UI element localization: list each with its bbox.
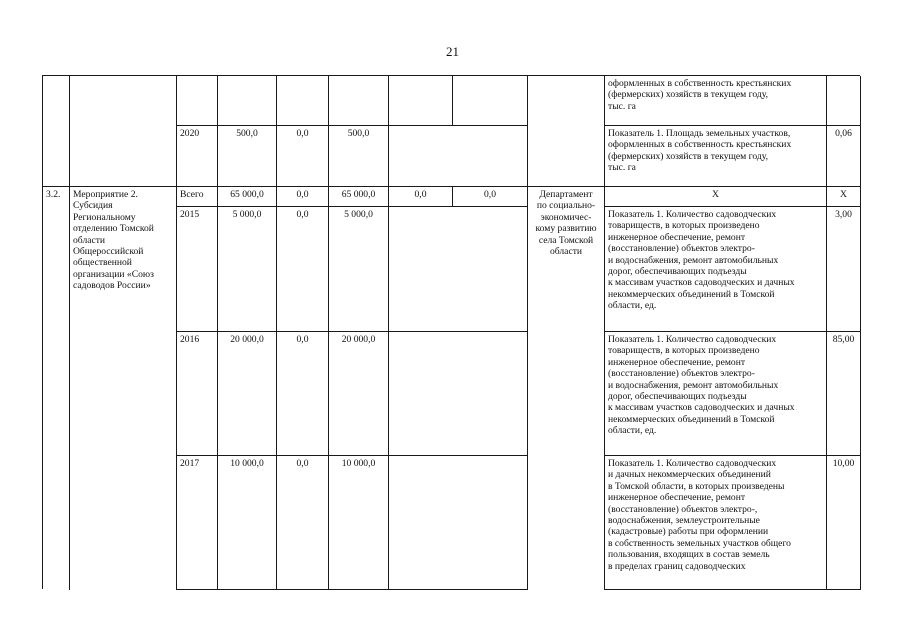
event-name-line: организации «Союз	[73, 268, 154, 280]
cell-indicator-2020	[605, 126, 827, 187]
page-number: 21	[446, 44, 459, 59]
cell-col2-2016: 0,0	[277, 332, 329, 456]
cell-col3-top	[329, 76, 389, 126]
indicator-line: и дачных некоммерческих объединений	[608, 469, 771, 481]
cell-year-2016: 2016	[177, 332, 218, 456]
cell-indicator-top	[605, 76, 827, 126]
event-name-line: отделению Томской	[73, 223, 154, 235]
cell-responsible	[528, 187, 605, 590]
indicator-line: в собственность земельных участков общего	[608, 537, 791, 549]
indicator-line: Показатель 1. Количество садоводческих	[608, 209, 777, 220]
cell-col3-2020: 500,0	[329, 126, 389, 187]
cell-value-2016: 85,00	[827, 332, 861, 456]
indicator-line: области, ед.	[608, 425, 657, 437]
indicator-line: Показатель 1. Площадь земельных участков,	[608, 128, 791, 139]
cell-col5-total: 0,0	[453, 187, 528, 207]
cell-value-total: Х	[827, 187, 861, 207]
indicator-line: инженерное обеспечение, ремонт	[608, 231, 746, 243]
indicator-line: (фермерских) хозяйств в текущем году,	[608, 150, 768, 162]
indicator-line: (фермерских) хозяйств в текущем году,	[608, 89, 768, 101]
cell-empty-2020	[389, 126, 528, 187]
cell-total-2016: 20 000,0	[218, 332, 277, 456]
responsible-line: области	[549, 246, 583, 258]
cell-col3-total: 65 000,0	[329, 187, 389, 207]
event-name-line: Региональному	[73, 211, 136, 223]
indicator-line: и водоснабжения, ремонт автомобильных	[608, 254, 779, 266]
indicator-line: (кадастровые) работы при оформлении	[608, 526, 769, 538]
indicator-line: инженерное обеспечение, ремонт	[608, 356, 746, 368]
event-name-line: Субсидия	[73, 200, 113, 212]
responsible-line: кому развитию	[535, 223, 597, 235]
indicator-line: дорог, обеспечивающих подъезды	[608, 391, 747, 403]
cell-indicator-2015	[605, 207, 827, 332]
cell-total-top	[218, 76, 277, 126]
responsible-line: по социально-	[536, 200, 596, 212]
indicator-line: к массивам участков садоводческих и дачных	[608, 402, 795, 414]
indicator-line: товариществ, в которых произведено	[608, 220, 760, 232]
indicator-line: в Томской области, в которых произведены	[608, 480, 785, 492]
cell-total-2017: 10 000,0	[218, 456, 277, 590]
indicator-line: и водоснабжения, ремонт автомобильных	[608, 379, 779, 391]
indicator-line: в пределах границ садоводческих	[608, 560, 746, 572]
indicator-line: некоммерческих объединений в Томской	[608, 413, 775, 425]
event-name-line: Общероссийской	[73, 246, 144, 258]
indicator-line: (восстановление) объектов электро-,	[608, 503, 758, 515]
cell-total-total: 65 000,0	[218, 187, 277, 207]
cell-col5-top	[453, 76, 528, 126]
cell-value-2020: 0,06	[827, 126, 861, 187]
cell-col2-2015: 0,0	[277, 207, 329, 332]
cell-col3-2015: 5 000,0	[329, 207, 389, 332]
indicator-line: к массивам участков садоводческих и дачных	[608, 277, 795, 289]
indicator-line: водоснабжения, землеустроительные	[608, 515, 760, 527]
cell-indicator-total: Х	[605, 187, 827, 207]
indicator-line: пользования, входящих в состав земель	[608, 549, 770, 561]
cell-year-2015: 2015	[177, 207, 218, 332]
indicator-line: оформленных в собственность крестьянских	[608, 139, 792, 151]
event-name-line: области	[73, 234, 106, 246]
cell-col4-total: 0,0	[389, 187, 453, 207]
event-name-line: садоводов России»	[73, 280, 151, 292]
cell-total-2015: 5 000,0	[218, 207, 277, 332]
indicator-line: тыс. га	[608, 162, 636, 174]
cell-year-total: Всего	[177, 187, 218, 207]
responsible-line: села Томской	[538, 234, 594, 246]
indicator-line: товариществ, в которых произведено	[608, 345, 760, 357]
cell-empty-2015	[389, 207, 528, 332]
indicator-line: (восстановление) объектов электро-	[608, 368, 755, 380]
cell-name-top	[70, 76, 177, 187]
cell-year-top	[177, 76, 218, 126]
program-table	[42, 75, 860, 589]
cell-col3-2017: 10 000,0	[329, 456, 389, 590]
indicator-line: Показатель 1. Количество садоводческих	[608, 458, 777, 469]
cell-total-2020: 500,0	[218, 126, 277, 187]
cell-indicator-2016	[605, 332, 827, 456]
indicator-line: дорог, обеспечивающих подъезды	[608, 266, 747, 278]
cell-event-name	[70, 187, 177, 590]
indicator-line: Показатель 1. Количество садоводческих	[608, 334, 777, 345]
cell-col4-top	[389, 76, 453, 126]
cell-value-top	[827, 76, 861, 126]
cell-event-number: 3.2.	[43, 187, 70, 590]
indicator-line: тыс. га	[608, 100, 636, 112]
indicator-line: (восстановление) объектов электро-	[608, 243, 755, 255]
responsible-line: Департамент	[539, 189, 593, 200]
event-name-line: Мероприятие 2.	[73, 189, 138, 200]
cell-col2-2017: 0,0	[277, 456, 329, 590]
cell-empty-2017	[389, 456, 528, 590]
cell-num-top	[43, 76, 70, 187]
indicator-line: инженерное обеспечение, ремонт	[608, 492, 746, 504]
cell-value-2017: 10,00	[827, 456, 861, 590]
cell-col2-2020: 0,0	[277, 126, 329, 187]
responsible-line: экономичес-	[540, 211, 592, 223]
cell-col2-total: 0,0	[277, 187, 329, 207]
cell-year-2017: 2017	[177, 456, 218, 590]
indicator-line: некоммерческих объединений в Томской	[608, 288, 775, 300]
cell-year-2020: 2020	[177, 126, 218, 187]
cell-col2-top	[277, 76, 329, 126]
cell-indicator-2017	[605, 456, 827, 590]
cell-col3-2016: 20 000,0	[329, 332, 389, 456]
event-name-line: общественной	[73, 257, 132, 269]
indicator-line: области, ед.	[608, 300, 657, 312]
cell-value-2015: 3,00	[827, 207, 861, 332]
indicator-line: оформленных в собственность крестьянских	[608, 78, 792, 89]
cell-empty-2016	[389, 332, 528, 456]
cell-responsible-top	[528, 76, 605, 187]
